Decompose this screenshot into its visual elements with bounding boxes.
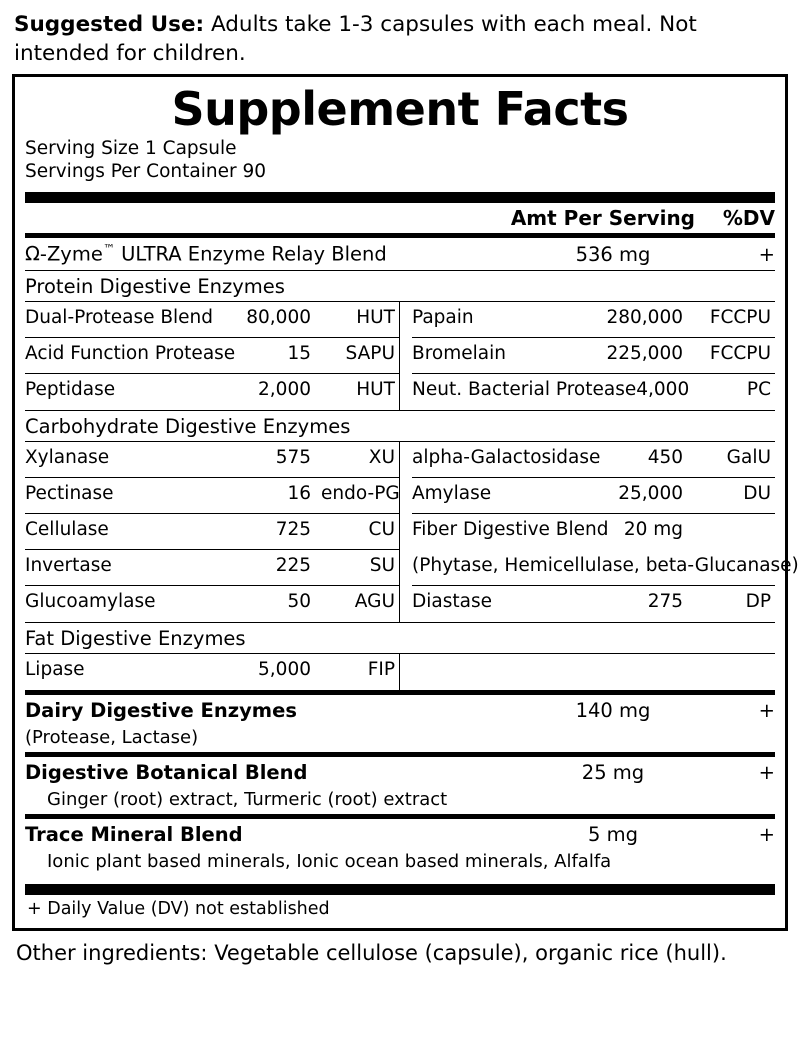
daily-value-footnote: + Daily Value (DV) not established — [27, 898, 330, 919]
fat-left-column — [25, 654, 400, 690]
enzyme-value: 575 — [275, 446, 311, 468]
botanical-blend-amount: 25 mg — [581, 760, 645, 784]
enzyme-unit: HUT — [356, 306, 395, 328]
enzyme-name: Papain — [412, 306, 474, 328]
enzyme-name: Glucoamylase — [25, 590, 156, 612]
suggested-use-body: Adults take 1-3 capsules with each meal. Not intended for children. — [14, 12, 697, 67]
enzyme-name: Peptidase — [25, 378, 116, 400]
enzyme-unit: FIP — [367, 658, 395, 680]
divider-thick-top — [25, 192, 775, 203]
enzyme-name: Cellulase — [25, 518, 109, 540]
enzyme-value: 16 — [287, 482, 311, 504]
enzyme-unit: HUT — [356, 378, 395, 400]
mineral-blend-name: Trace Mineral Blend — [25, 822, 243, 846]
enzyme-value: 80,000 — [246, 306, 311, 328]
enzyme-name: Pectinase — [25, 482, 114, 504]
main-blend-amount: 536 mg — [575, 242, 651, 266]
serving-size: Serving Size 1 Capsule — [25, 137, 237, 159]
table-row — [25, 442, 399, 478]
enzyme-name: Lipase — [25, 658, 85, 680]
table-row — [25, 550, 399, 586]
section-heading-carbohydrate: Carbohydrate Digestive Enzymes — [25, 414, 351, 438]
dairy-blend-row — [25, 695, 775, 726]
panel-title: Supplement Facts — [171, 82, 629, 137]
section-heading-fat: Fat Digestive Enzymes — [25, 626, 246, 650]
table-row — [412, 374, 775, 410]
main-blend-dv: + — [758, 242, 775, 266]
fat-enzyme-grid — [25, 654, 775, 690]
protein-enzyme-grid — [25, 302, 775, 410]
fat-right-column — [400, 654, 775, 690]
table-row — [412, 586, 775, 622]
header-percent-dv: %DV — [722, 206, 775, 231]
enzyme-unit: AGU — [354, 590, 395, 612]
mineral-blend-dv: + — [758, 822, 775, 846]
enzyme-unit: FCCPU — [709, 306, 771, 328]
enzyme-value: 225,000 — [606, 342, 683, 364]
enzyme-unit: endo-PG — [321, 482, 400, 504]
mineral-blend-components: Ionic plant based minerals, Ionic ocean based minerals, Alfalfa — [47, 850, 612, 872]
enzyme-name: Neut. Bacterial Protease — [412, 378, 637, 400]
table-header-row — [25, 203, 775, 233]
mineral-blend-amount: 5 mg — [588, 822, 638, 846]
enzyme-value: 5,000 — [258, 658, 311, 680]
carb-right-column — [400, 442, 799, 622]
table-row — [25, 654, 399, 690]
main-blend-name — [25, 242, 513, 266]
main-blend-name-suffix: ULTRA Enzyme Relay Blend — [114, 242, 387, 266]
enzyme-name: Acid Function Protease — [25, 342, 236, 364]
table-row — [412, 338, 775, 374]
mineral-blend-row — [25, 819, 775, 850]
table-row — [25, 302, 399, 338]
dairy-blend-components: (Protease, Lactase) — [25, 726, 199, 748]
enzyme-unit: SU — [369, 554, 395, 576]
table-row — [25, 586, 399, 622]
dairy-blend-amount: 140 mg — [575, 698, 651, 722]
supplement-facts-panel — [12, 74, 799, 931]
enzyme-value: 450 — [647, 446, 683, 468]
table-row — [412, 514, 775, 550]
enzyme-name: Bromelain — [412, 342, 506, 364]
botanical-blend-row — [25, 757, 775, 788]
enzyme-value: 725 — [275, 518, 311, 540]
main-blend-name-prefix: Ω-Zyme — [25, 242, 103, 266]
enzyme-value: 15 — [287, 342, 311, 364]
table-row — [25, 478, 399, 514]
enzyme-value: 275 — [647, 590, 683, 612]
enzyme-name: Amylase — [412, 482, 492, 504]
table-row-note — [412, 550, 799, 586]
enzyme-value: 4,000 — [636, 378, 690, 400]
main-blend-row — [25, 238, 775, 270]
enzyme-value: 50 — [287, 590, 311, 612]
enzyme-unit: XU — [368, 446, 395, 468]
enzyme-name: Xylanase — [25, 446, 110, 468]
other-ingredients: Other ingredients: Vegetable cellulose (capsule), organic rice (hull). — [16, 940, 727, 965]
carb-left-column — [25, 442, 400, 622]
enzyme-name: Diastase — [412, 590, 492, 612]
enzyme-unit: GalU — [726, 446, 771, 468]
botanical-blend-dv: + — [758, 760, 775, 784]
table-row — [25, 514, 399, 550]
divider-thick-bottom — [25, 884, 775, 895]
enzyme-value: 225 — [275, 554, 311, 576]
botanical-blend-name: Digestive Botanical Blend — [25, 760, 308, 784]
dairy-blend-name: Dairy Digestive Enzymes — [25, 698, 297, 722]
table-row — [25, 338, 399, 374]
servings-per-container: Servings Per Container 90 — [25, 161, 266, 183]
enzyme-value: 280,000 — [606, 306, 683, 328]
enzyme-unit: SAPU — [345, 342, 395, 364]
trademark-symbol: ™ — [102, 242, 115, 257]
table-row-empty — [412, 654, 775, 690]
enzyme-value: 25,000 — [618, 482, 683, 504]
header-amount-per-serving: Amt Per Serving — [510, 206, 695, 231]
table-row — [25, 374, 399, 410]
section-heading-protein: Protein Digestive Enzymes — [25, 274, 285, 298]
table-row — [412, 478, 775, 514]
fiber-blend-components: (Phytase, Hemicellulase, beta-Glucanase) — [412, 554, 799, 576]
carbohydrate-enzyme-grid — [25, 442, 799, 622]
enzyme-name: Invertase — [25, 554, 112, 576]
enzyme-value: 20 mg — [623, 518, 683, 540]
suggested-use-text — [10, 0, 790, 74]
enzyme-name: alpha-Galactosidase — [412, 446, 601, 468]
table-row — [412, 302, 775, 338]
botanical-blend-components: Ginger (root) extract, Turmeric (root) extract — [47, 788, 448, 810]
table-row — [412, 442, 775, 478]
enzyme-unit: DP — [745, 590, 771, 612]
enzyme-unit: FCCPU — [709, 342, 771, 364]
enzyme-name: Dual-Protease Blend — [25, 306, 214, 328]
suggested-use-label: Suggested Use: — [14, 12, 205, 37]
enzyme-unit: CU — [368, 518, 395, 540]
enzyme-unit: PC — [746, 378, 771, 400]
enzyme-value: 2,000 — [258, 378, 311, 400]
enzyme-unit: DU — [743, 482, 771, 504]
enzyme-name: Fiber Digestive Blend — [412, 518, 609, 540]
protein-left-column — [25, 302, 400, 410]
dairy-blend-dv: + — [758, 698, 775, 722]
protein-right-column — [400, 302, 775, 410]
